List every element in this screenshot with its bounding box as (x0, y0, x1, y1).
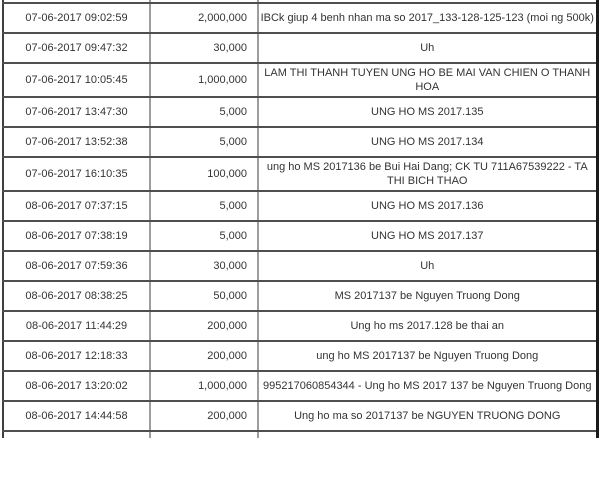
cell-amount: 1,000,000 (150, 371, 258, 401)
cell-amount: 5,000 (150, 191, 258, 221)
table-row (3, 341, 597, 371)
cell-datetime: 08-06-2017 12:18:33 (3, 341, 150, 371)
cell-amount: 2,000,000 (150, 3, 258, 33)
cell-description: LAM THI THANH TUYEN UNG HO BE MAI VAN CHIEN O THANH HOA (258, 63, 597, 97)
cell-amount: 5,000 (150, 97, 258, 127)
cell-description: IBCk giup 4 benh nhan ma so 2017_133-128-125-123 (moi ng 500k) (258, 3, 597, 33)
cell-amount: 50,000 (150, 281, 258, 311)
cell-description: Ung ho ms 2017.128 be thai an (258, 311, 597, 341)
cell-description: MS 2017137 be Nguyen Truong Dong (258, 281, 597, 311)
table-row (3, 371, 597, 401)
cell-description: Uh (258, 33, 597, 63)
cell-datetime: 08-06-2017 11:44:29 (3, 311, 150, 341)
cell-datetime: 08-06-2017 14:44:58 (3, 401, 150, 431)
cell-description: UNG HO MS 2017.137 (258, 221, 597, 251)
cell-amount: 200,000 (150, 341, 258, 371)
cell-amount: 200,000 (150, 311, 258, 341)
cell-amount: 100,000 (150, 157, 258, 191)
cell-description: UNG HO MS 2017.135 (258, 97, 597, 127)
table-row (3, 251, 597, 281)
table-row (3, 63, 597, 97)
cell-amount: 30,000 (150, 251, 258, 281)
table-row (3, 191, 597, 221)
cell-amount: 30,000 (150, 33, 258, 63)
table-row (3, 97, 597, 127)
cell-description: Uh (258, 251, 597, 281)
table-row (3, 157, 597, 191)
cell-datetime: 07-06-2017 13:52:38 (3, 127, 150, 157)
cell-datetime: 07-06-2017 10:05:45 (3, 63, 150, 97)
cell-description: 995217060854344 - Ung ho MS 2017 137 be Nguyen Truong Dong (258, 371, 597, 401)
cell-datetime: 07-06-2017 13:47:30 (3, 97, 150, 127)
transaction-table (2, 0, 599, 438)
cell-description: Ung ho ma so 2017137 be NGUYEN TRUONG DONG (258, 401, 597, 431)
cell-description: UNG HO MS 2017.136 (258, 191, 597, 221)
cell-datetime: 07-06-2017 09:02:59 (3, 3, 150, 33)
table-row (3, 127, 597, 157)
cell-description: ung ho MS 2017137 be Nguyen Truong Dong (258, 341, 597, 371)
table-row (3, 311, 597, 341)
cell-empty (150, 431, 258, 438)
cell-datetime: 08-06-2017 07:37:15 (3, 191, 150, 221)
table-row (3, 33, 597, 63)
table-row (3, 281, 597, 311)
cell-description: ung ho MS 2017136 be Bui Hai Dang; CK TU 711A67539222 - TA THI BICH THAO (258, 157, 597, 191)
cell-amount: 200,000 (150, 401, 258, 431)
cell-datetime: 08-06-2017 08:38:25 (3, 281, 150, 311)
table-row (3, 221, 597, 251)
cell-datetime: 07-06-2017 09:47:32 (3, 33, 150, 63)
cell-amount: 5,000 (150, 127, 258, 157)
table-row-cropped-bottom (3, 431, 597, 438)
transaction-table-body (3, 0, 597, 438)
cell-datetime: 08-06-2017 07:59:36 (3, 251, 150, 281)
cell-description: UNG HO MS 2017.134 (258, 127, 597, 157)
cell-datetime: 08-06-2017 13:20:02 (3, 371, 150, 401)
table-row (3, 3, 597, 33)
cell-empty (258, 431, 597, 438)
cell-datetime: 07-06-2017 16:10:35 (3, 157, 150, 191)
cell-empty (3, 431, 150, 438)
cell-amount: 1,000,000 (150, 63, 258, 97)
cell-amount: 5,000 (150, 221, 258, 251)
cell-datetime: 08-06-2017 07:38:19 (3, 221, 150, 251)
table-row (3, 401, 597, 431)
